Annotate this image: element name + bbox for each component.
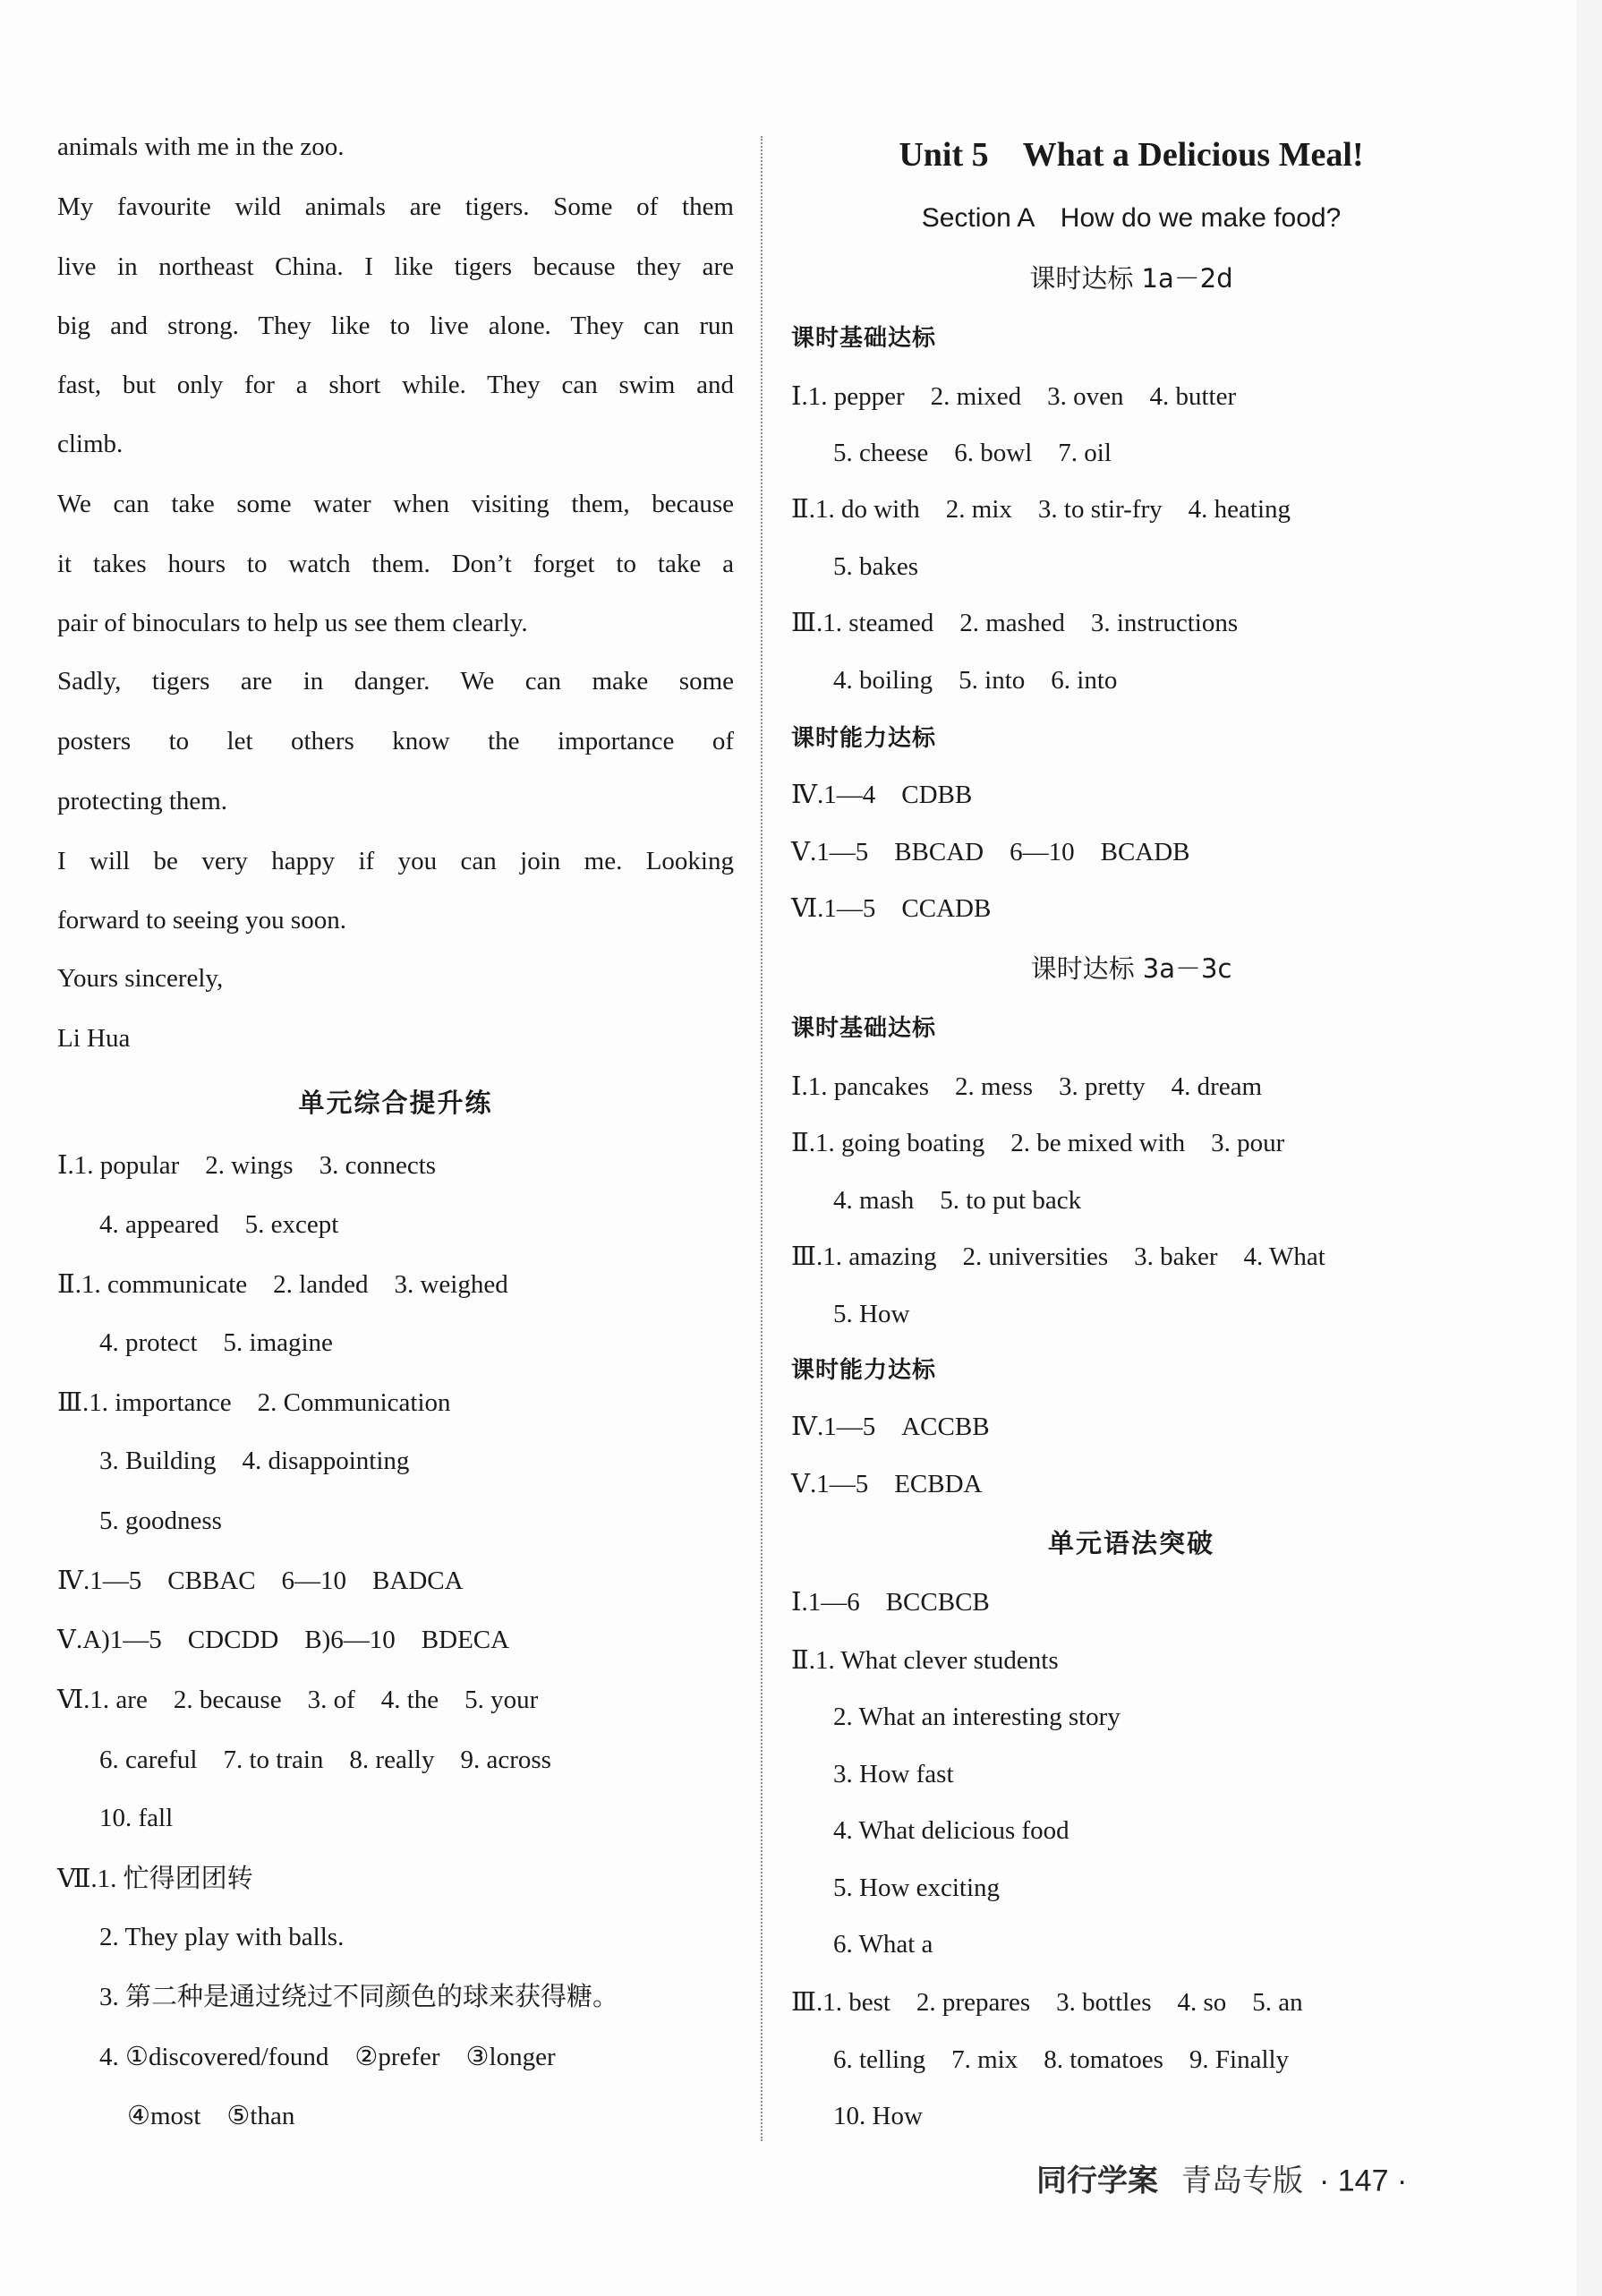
answer-line-text: 10. fall: [99, 1804, 174, 1832]
column-divider: [761, 136, 763, 2141]
footer-brand: 同行学案: [1036, 2163, 1158, 2199]
page-edge: [1577, 0, 1602, 2296]
basic-heading: 课时基础达标: [791, 1015, 937, 1042]
answer-line: Ⅱ.1. communicate 2. landed 3. weighed: [57, 1270, 508, 1299]
letter-line: climb.: [57, 430, 124, 458]
answer-line-text: 5. cheese 6. bowl 7. oil: [833, 439, 1112, 467]
letter-line: it takes hours to watch them. Don’t forget to take a: [57, 550, 734, 578]
grammar-heading: 单元语法突破: [1047, 1528, 1214, 1558]
answer-line: Ⅵ.1. are 2. because 3. of 4. the 5. your: [57, 1686, 539, 1714]
answer-line: [791, 2042, 1289, 2078]
answer-line: [791, 1296, 909, 1332]
answer-line: [791, 435, 1112, 471]
letter-line: fast, but only for a short while. They can swim and: [57, 371, 734, 399]
answer-line: Ⅰ.1. pepper 2. mixed 3. oven 4. butter: [791, 382, 1237, 411]
answer-line-text: 6. telling 7. mix 8. tomatoes 9. Finally: [833, 2045, 1290, 2074]
answer-line: [57, 2039, 556, 2075]
unit-review-heading: 单元综合提升练: [298, 1088, 493, 1118]
unit-title: Unit 5 What a Delicious Meal!: [899, 136, 1364, 174]
answer-line: Ⅳ.1—5 CBBAC 6—10 BADCA: [57, 1566, 464, 1595]
answer-line: [791, 2098, 923, 2134]
answer-line: Ⅲ.1. amazing 2. universities 3. baker 4. What: [791, 1242, 1325, 1271]
answer-line-text: 3. 第二种是通过绕过不同颜色的球来获得糖。: [99, 1983, 619, 2011]
answer-line: Ⅱ.1. do with 2. mix 3. to stir-fry 4. heating: [791, 495, 1291, 524]
answer-line-text: 5. goodness: [99, 1506, 222, 1535]
letter-line: protecting them.: [57, 787, 228, 815]
letter-line: Sadly, tigers are in danger. We can make some: [57, 667, 734, 696]
answer-line-text: 5. bakes: [833, 552, 919, 581]
answer-line-text: 5. How exciting: [833, 1874, 1001, 1902]
basic-heading: 课时基础达标: [791, 325, 937, 352]
letter-signature: Li Hua: [57, 1024, 131, 1053]
letter-line: My favourite wild animals are tigers. Some of them: [57, 192, 734, 221]
answer-line-text: 3. Building 4. disappointing: [99, 1447, 410, 1475]
answer-line: [57, 1800, 173, 1836]
answer-line: [791, 1813, 1069, 1848]
letter-line: We can take some water when visiting them, because: [57, 490, 734, 518]
answer-line: Ⅱ.1. What clever students: [791, 1646, 1059, 1675]
answer-line: Ⅰ.1—6 BCCBCB: [791, 1588, 990, 1617]
answer-line: [57, 1443, 409, 1479]
letter-closing: Yours sincerely,: [57, 964, 224, 993]
answer-line: [57, 2098, 294, 2134]
answer-line-text: 10. How: [833, 2102, 923, 2130]
letter-line: big and strong. They like to live alone. They can run: [57, 312, 734, 340]
answer-line: [57, 1919, 344, 1955]
answer-line: [57, 1503, 222, 1539]
answer-line: [791, 1182, 1081, 1218]
answer-line-text: 3. How fast: [833, 1760, 954, 1788]
letter-line: animals with me in the zoo.: [57, 132, 345, 161]
answer-line: Ⅰ.1. popular 2. wings 3. connects: [57, 1151, 437, 1180]
lesson-title: 课时达标 3a－3c: [1030, 953, 1232, 984]
answer-line-text: 4. ①discovered/found ②prefer ③longer: [99, 2043, 556, 2071]
answer-line-text: 2. What an interesting story: [833, 1703, 1121, 1731]
answer-line: Ⅶ.1. 忙得团团转: [57, 1865, 253, 1893]
answer-line: Ⅴ.A)1—5 CDCDD B)6—10 BDECA: [57, 1626, 510, 1654]
answer-line: Ⅱ.1. going boating 2. be mixed with 3. pour: [791, 1129, 1285, 1157]
answer-line-text: 6. What a: [833, 1930, 933, 1959]
answer-line: [57, 1742, 551, 1778]
answer-line-text: 4. mash 5. to put back: [833, 1186, 1082, 1215]
answer-line: Ⅲ.1. steamed 2. mashed 3. instructions: [791, 609, 1239, 637]
answer-line: [791, 549, 918, 585]
letter-line: forward to seeing you soon.: [57, 906, 346, 935]
answer-line: [57, 1207, 338, 1242]
answer-line-text: ④most ⑤than: [127, 2102, 295, 2130]
ability-heading: 课时能力达标: [791, 1357, 937, 1384]
answer-line: [791, 1926, 933, 1962]
answer-line-text: 4. What delicious food: [833, 1816, 1069, 1845]
answer-line-text: 4. protect 5. imagine: [99, 1328, 333, 1357]
answer-line: Ⅳ.1—5 ACCBB: [791, 1413, 990, 1441]
answer-line: [791, 1756, 954, 1792]
answer-line: Ⅴ.1—5 BBCAD 6—10 BCADB: [791, 838, 1190, 866]
answer-line-text: 5. How: [833, 1300, 910, 1328]
answer-line-text: 6. careful 7. to train 8. really 9. across: [99, 1745, 551, 1774]
answer-line: Ⅳ.1—4 CDBB: [791, 781, 973, 809]
answer-line: [791, 662, 1117, 698]
lesson-title: 课时达标 1a－2d: [1029, 263, 1233, 294]
footer-edition: 青岛专版: [1181, 2163, 1303, 2199]
answer-line: Ⅰ.1. pancakes 2. mess 3. pretty 4. dream: [791, 1072, 1263, 1101]
answer-line: Ⅲ.1. best 2. prepares 3. bottles 4. so 5. an: [791, 1988, 1303, 2017]
answer-line: [57, 1979, 618, 2015]
answer-line: Ⅴ.1—5 ECBDA: [791, 1470, 983, 1498]
letter-line: live in northeast China. I like tigers because they are: [57, 252, 734, 281]
ability-heading: 课时能力达标: [791, 725, 937, 752]
answer-line: Ⅵ.1—5 CCADB: [791, 894, 992, 923]
answer-line: [791, 1870, 1000, 1906]
page-footer: [1036, 2156, 1407, 2200]
letter-line: pair of binoculars to help us see them clearly.: [57, 609, 528, 637]
answer-line-text: 2. They play with balls.: [99, 1923, 345, 1951]
letter-line: I will be very happy if you can join me. Looking: [57, 847, 734, 875]
answer-line-text: 4. appeared 5. except: [99, 1210, 339, 1239]
answer-line-text: 4. boiling 5. into 6. into: [833, 666, 1118, 695]
answer-line: [791, 1699, 1121, 1735]
letter-line: posters to let others know the importance of: [57, 727, 734, 755]
page-number: · 147 ·: [1319, 2164, 1408, 2198]
answer-line: Ⅲ.1. importance 2. Communication: [57, 1388, 451, 1417]
answer-line: [57, 1325, 333, 1361]
section-title: Section A How do we make food?: [921, 203, 1342, 233]
